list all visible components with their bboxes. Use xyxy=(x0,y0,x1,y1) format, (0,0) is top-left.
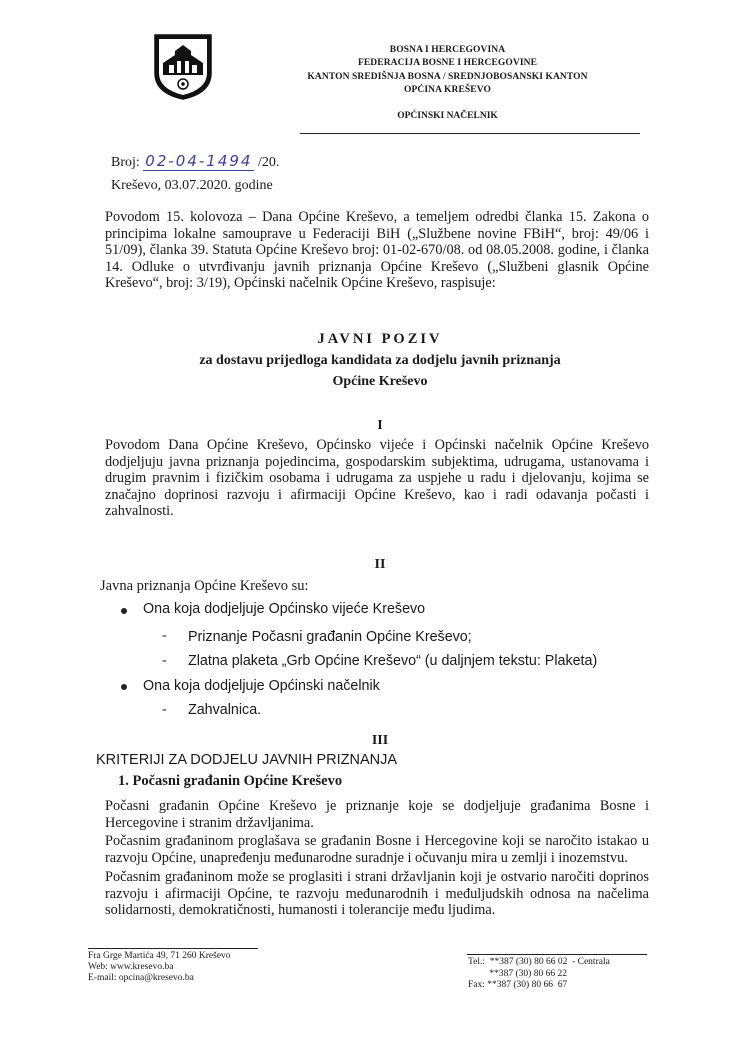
criteria-paragraph-1: Počasni građanin Općine Kreševo je priznanje koje se dodjeljuje građanima Bosne i Hercegovine i stranim državljanima. xyxy=(105,798,649,831)
reference-number-label: Broj: xyxy=(111,155,140,170)
list-item-mayor-awards: Ona koja dodjeljuje Općinski načelnik xyxy=(143,678,380,694)
footer-fax: Fax: **387 (30) 80 66 67 xyxy=(468,980,568,990)
reference-number xyxy=(111,152,279,171)
section-iii-heading: KRITERIJI ZA DODJELU JAVNIH PRIZNANJA xyxy=(96,752,398,768)
bullet-icon xyxy=(121,684,127,690)
footer-web-link[interactable]: Web: www.kresevo.ba xyxy=(88,962,174,972)
footer-email-link[interactable]: E-mail: opcina@kresevo.ba xyxy=(88,973,194,983)
letterhead-line-municipality: OPĆINA KREŠEVO xyxy=(404,84,491,95)
document-subtitle-line1: za dostavu prijedloga kandidata za dodjelu javnih priznanja xyxy=(199,353,561,368)
bullet-icon xyxy=(121,608,127,614)
criteria-subheading-honorary-citizen: 1. Počasni građanin Općine Kreševo xyxy=(118,773,343,789)
section-number-iii: III xyxy=(371,733,389,748)
footer-contact-left xyxy=(88,951,231,984)
footer-tel-central: Tel.: **387 (30) 80 66 02 - Centrala xyxy=(468,957,610,967)
letterhead-line-country: BOSNA I HERCEGOVINA xyxy=(389,45,506,55)
letterhead-organ: OPĆINSKI NAČELNIK xyxy=(397,111,498,121)
list-item-council-awards: Ona koja dodjeljuje Općinsko vijeće Kreševo xyxy=(143,601,426,617)
list-subitem-honorary-citizen: Priznanje Počasni građanin Općine Kreševo; xyxy=(188,629,472,645)
section-number-i: I xyxy=(377,418,383,433)
footer-address: Fra Grge Martića 49, 71 260 Kreševo xyxy=(88,951,231,961)
reference-number-suffix: /20. xyxy=(257,155,280,170)
list-subitem-golden-plaque: Zlatna plaketa „Grb Općine Kreševo“ (u daljnjem tekstu: Plaketa) xyxy=(188,653,598,669)
header-divider xyxy=(300,133,640,134)
footer-tel-secondary: **387 (30) 80 66 22 xyxy=(468,968,567,979)
footer-contact-right xyxy=(468,957,610,992)
dash-icon: - xyxy=(162,702,167,717)
letterhead-institution xyxy=(270,44,625,97)
section-i-paragraph: Povodom Dana Općine Kreševo, Općinsko vijeće i Općinski načelnik Općine Kreševo dodjeljuju javna priznanja pojedincima, gospodarskim subjektima, udrugama, ustanovama i drugim pravnim i fizičkim osobama i udrugama za uspjehe u radu i djelovanju, kojima se značajno doprinosi razvoju i afirmaciji Općine Kreševo, kao i radi odavanja počasti i zahvalnosti. xyxy=(105,437,649,520)
reference-number-handwritten: 02-04-1494 xyxy=(145,152,253,170)
place-and-date: Kreševo, 03.07.2020. godine xyxy=(111,178,273,193)
municipality-crest-logo xyxy=(153,33,213,101)
list-subitem-acknowledgement: Zahvalnica. xyxy=(188,702,262,718)
footer-divider-right xyxy=(467,954,647,955)
dash-icon: - xyxy=(162,653,167,668)
criteria-paragraph-3: Počasnim građaninom može se proglasiti i strani državljanin koji je ostvario naročiti doprinos razvoju i afirmaciji Općine, te razvoju međunarodnih i međuljudskih odnosa na načelima solidarnosti, demokratičnosti, humanosti i tolerancije među ljudima. xyxy=(105,869,649,919)
footer-divider-left xyxy=(88,948,258,949)
intro-paragraph: Povodom 15. kolovoza – Dana Općine Kreševo, a temeljem odredbi članka 15. Zakona o principima lokalne samouprave u Federaciji BiH („Službene novine FBiH“, broj: 49/06 i 51/09), članka 39. Statuta Općine Kreševo broj: 01-02-670/08. od 08.05.2008. godine, i članka 14. Odluke o utvrđivanju javnih priznanja Općine Kreševo („Službeni glasnik Općine Kreševo“, broj: 3/19), Općinski načelnik Općine Kreševo, raspisuje: xyxy=(105,209,649,292)
letterhead-line-federation: FEDERACIJA BOSNE I HERCEGOVINE xyxy=(357,58,538,69)
criteria-paragraph-2: Počasnim građaninom proglašava se građanin Bosne i Hercegovine koji se naročito istakao u razvoju Općine, unapređenju međunarodne suradnje i očuvanju mira u zemlji i inozemstvu. xyxy=(105,833,649,866)
section-ii-intro: Javna priznanja Općine Kreševo su: xyxy=(100,578,309,594)
document-subtitle-line2: Općine Kreševo xyxy=(332,374,428,389)
section-number-ii: II xyxy=(374,557,386,572)
letterhead-line-canton: KANTON SREDIŠNJA BOSNA / SREDNJOBOSANSKI KANTON xyxy=(307,71,588,82)
dash-icon: - xyxy=(162,628,167,643)
document-title: JAVNI POZIV xyxy=(317,331,443,347)
